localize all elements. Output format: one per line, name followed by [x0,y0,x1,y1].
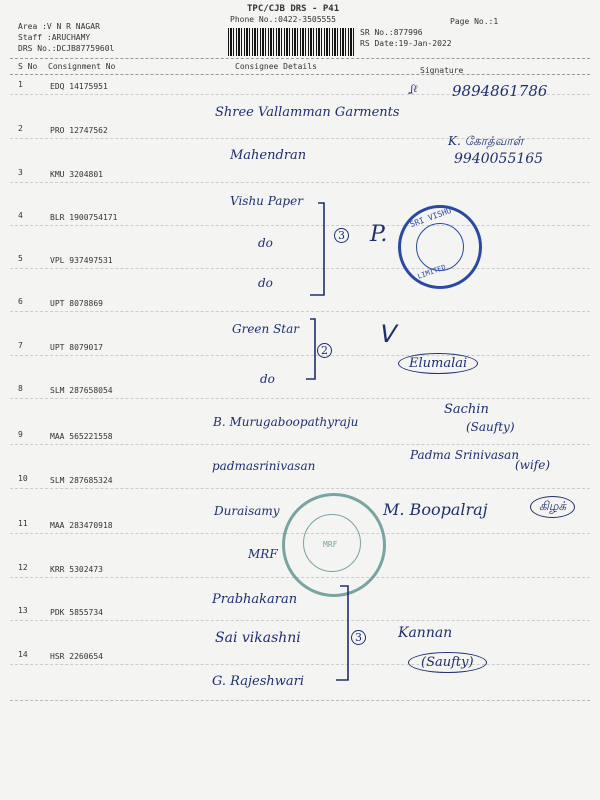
row-consignment: HSR 2260654 [50,652,103,661]
handwritten-elumalai: Elumalai [398,353,478,374]
circled-two: 2 [317,343,332,358]
column-details: Consignee Details [235,62,317,71]
column-consignment: Consignment No [48,62,116,71]
row-consignment: EDQ 14175951 [50,82,108,91]
row-sno: 4 [18,211,23,220]
stamp-text-vishu: SRI VISHU [408,205,453,230]
handwritten-phone-2: 9940055165 [454,151,544,167]
handwritten-prabhakaran: Prabhakaran [212,592,298,607]
row-sno: 12 [18,563,28,572]
row-consignment: UPT 8079017 [50,343,103,352]
row-sno: 3 [18,168,23,177]
row-consignment: SLM 287658054 [50,386,113,395]
page-number: Page No.:1 [450,17,499,26]
handwritten-saufty-2: (Saufty) [408,652,487,673]
row-sno: 9 [18,430,23,439]
handwritten-padmasrinivasan: padmasrinivasan [212,459,316,473]
barcode [228,28,354,56]
handwritten-do-3: do [260,372,275,386]
handwritten-sachin: Sachin [444,402,489,417]
handwritten-wife: (wife) [515,458,551,472]
area-field: Area :V N R NAGAR [18,22,100,31]
header-divider [10,58,590,59]
row-sno: 7 [18,341,23,350]
handwritten-shree: Shree Vallamman Garments [215,105,400,120]
handwritten-boopalaraj: M. Boopalraj [383,500,488,519]
handwritten-k: K. கோத்வாள் [448,134,524,148]
row-consignment: KMU 3204801 [50,170,103,179]
row-consignment: MAA 565221558 [50,432,113,441]
footer-divider [10,700,590,701]
handwritten-saufty-1: (Saufty) [466,420,515,434]
row-consignment: BLR 1900754171 [50,213,118,222]
handwritten-rajeshwari: G. Rajeshwari [212,674,305,689]
row-consignment: MAA 283470918 [50,521,113,530]
handwritten-saivikashni: Sai vikashni [215,630,301,646]
handwritten-p-signature: P. [370,222,388,247]
handwritten-vishu-paper: Vishu Paper [230,194,303,208]
row-divider [10,620,590,621]
handwritten-tamil-circle: கிழக் [530,496,575,518]
handwritten-do-2: do [258,276,273,290]
row-divider [10,444,590,445]
row-consignment: PRO 12747562 [50,126,108,135]
row-consignment: KRR 5302473 [50,565,103,574]
row-consignment: PDK 5855734 [50,608,103,617]
handwritten-green-star: Green Star [232,322,300,336]
stamp-text-limited: LIMITED [416,263,447,281]
row-sno: 5 [18,254,23,263]
handwritten-phone-1: 9894861786 [452,82,548,100]
sr-number: SR No.:877996 [360,28,423,37]
row-sno: 11 [18,519,28,528]
phone-number: Phone No.:0422-3505555 [230,15,336,24]
row-divider [10,182,590,183]
circled-three-2: 3 [351,630,366,645]
tick-signature: ᐯ [378,320,395,348]
row-sno: 10 [18,474,28,483]
row-divider [10,311,590,312]
row-sno: 1 [18,80,23,89]
handwritten-murugaboopathy: B. Murugaboopathyraju [213,415,359,429]
column-divider [10,74,590,75]
row-sno: 2 [18,124,23,133]
handwritten-padma-signature: Padma Srinivasan [410,448,520,462]
handwritten-mahendran: Mahendran [230,148,307,163]
row-sno: 14 [18,650,28,659]
bracket-mark-1 [300,195,380,305]
row-divider [10,398,590,399]
vishu-stamp [398,205,482,289]
row-consignment: UPT 8078869 [50,299,103,308]
row-divider [10,488,590,489]
handwritten-kannan: Kannan [398,625,453,641]
handwritten-mrf: MRF [248,547,278,561]
document-title: TPC/CJB DRS - P41 [247,4,340,14]
row-sno: 8 [18,384,23,393]
row-consignment: VPL 937497531 [50,256,113,265]
initials-signature: ʆℓ [410,84,418,95]
rs-date: RS Date:19-Jan-2022 [360,39,452,48]
handwritten-duraisamy: Duraisamy [214,504,280,518]
stamp-text-round: MRF [323,540,338,549]
circled-three-1: 3 [334,228,349,243]
drs-number: DRS No.:DCJB8775960l [18,44,115,53]
row-sno: 6 [18,297,23,306]
staff-field: Staff :ARUCHAMY [18,33,91,42]
row-sno: 13 [18,606,28,615]
row-consignment: SLM 287685324 [50,476,113,485]
row-divider [10,664,590,665]
handwritten-do-1: do [258,236,273,250]
column-signature: Signature [420,66,464,75]
column-sno: S No [18,62,38,71]
